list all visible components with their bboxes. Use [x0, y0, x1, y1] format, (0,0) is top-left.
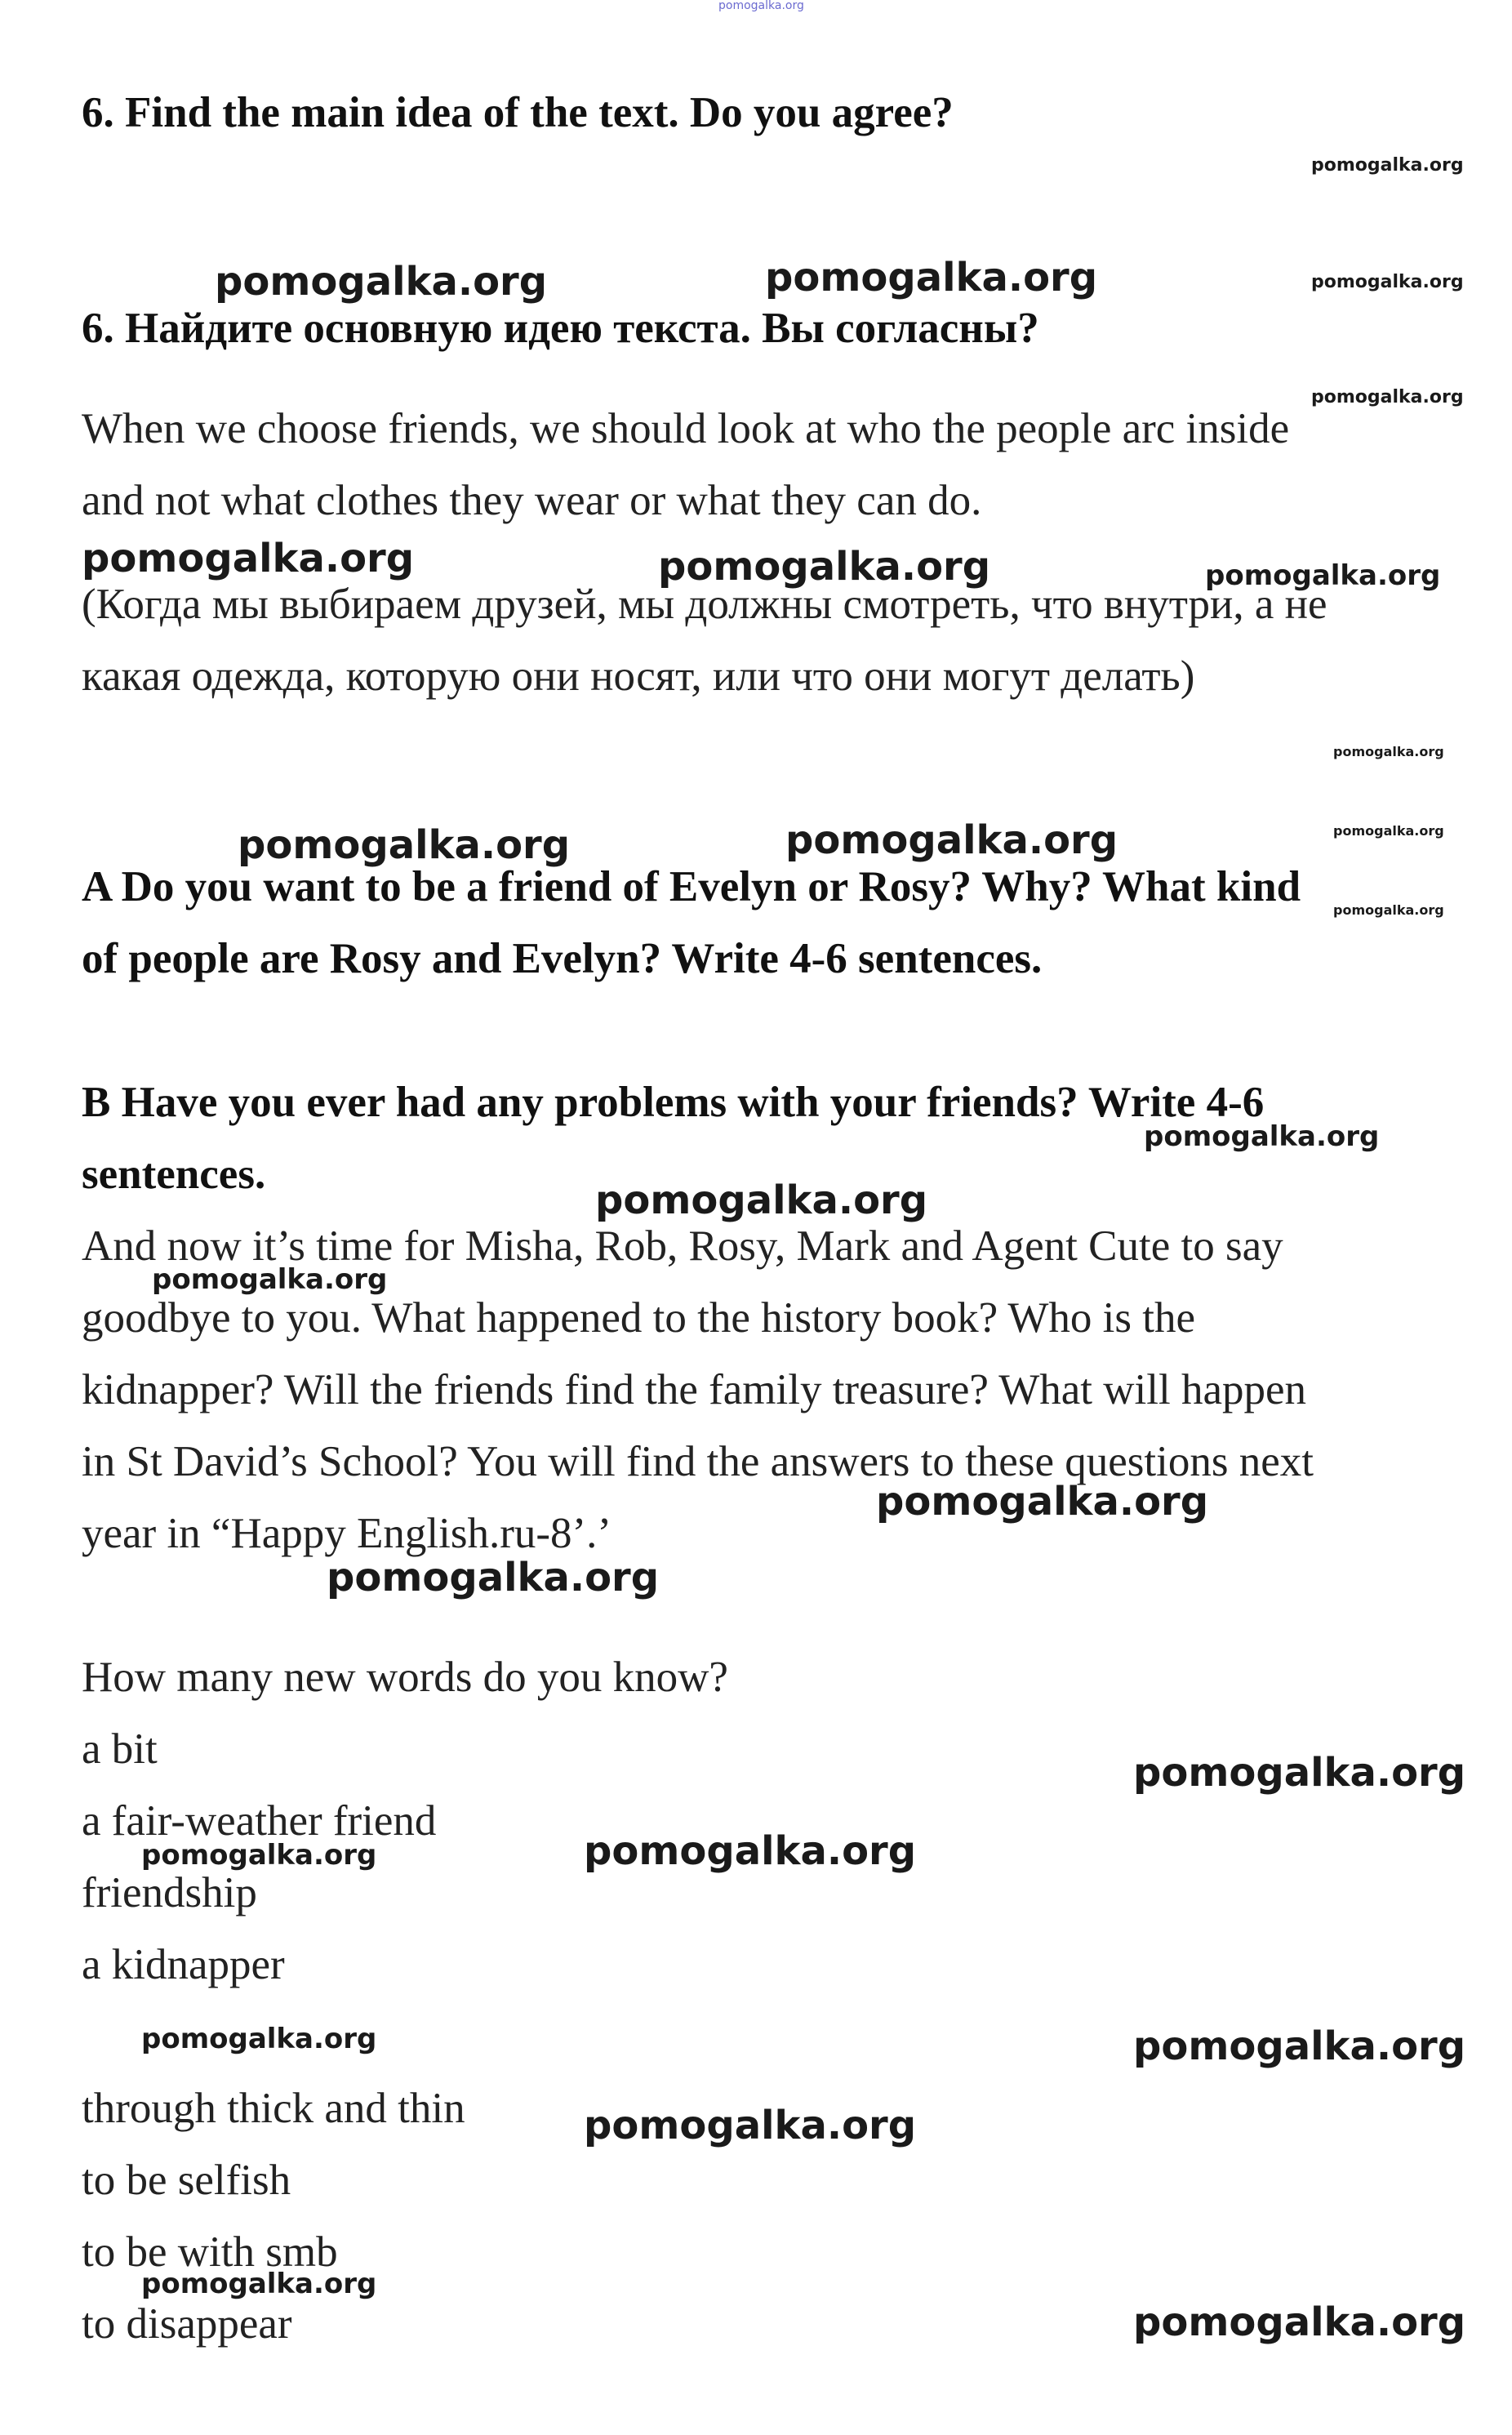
watermark: pomogalka.org — [82, 536, 415, 581]
watermark: pomogalka.org — [152, 1263, 388, 1296]
watermark: pomogalka.org — [1133, 1750, 1466, 1796]
task6-answer-ru-line1: (Когда мы выбираем друзей, мы должны смотреть, что внутри, а не — [82, 581, 1327, 628]
watermark: pomogalka.org — [1205, 559, 1441, 592]
watermark: pomogalka.org — [785, 817, 1118, 863]
watermark: pomogalka.org — [658, 544, 991, 590]
vocab-word: a bit — [82, 1725, 158, 1773]
farewell-line5: year in “Happy English.ru-8’.’ — [82, 1510, 612, 1557]
farewell-line2: goodbye to you. What happened to the history book? Who is the — [82, 1294, 1196, 1342]
watermark: pomogalka.org — [1133, 2299, 1466, 2345]
watermark: pomogalka.org — [141, 2023, 377, 2055]
task6-title-en: 6. Find the main idea of the text. Do you agree? — [82, 89, 954, 136]
taskA-line2: of people are Rosy and Evelyn? Write 4-6 sentences. — [82, 935, 1043, 982]
watermark: pomogalka.org — [327, 1555, 660, 1600]
watermark: pomogalka.org — [584, 1828, 917, 1874]
task6-title-ru: 6. Найдите основную идею текста. Вы согласны? — [82, 305, 1039, 352]
watermark: pomogalka.org — [238, 822, 571, 868]
vocab-word: to disappear — [82, 2300, 292, 2348]
farewell-line1: And now it’s time for Misha, Rob, Rosy, Mark and Agent Cute to say — [82, 1222, 1283, 1270]
taskA-line1: A Do you want to be a friend of Evelyn or Rosy? Why? What kind — [82, 863, 1301, 910]
vocab-word: to be with smb — [82, 2228, 338, 2276]
vocab-word: friendship — [82, 1869, 257, 1916]
task6-answer-en-line1: When we choose friends, we should look at who the people arc inside — [82, 405, 1290, 452]
watermark: pomogalka.org — [1333, 902, 1444, 918]
farewell-line3: kidnapper? Will the friends find the family treasure? What will happen — [82, 1366, 1307, 1413]
header-watermark: pomogalka.org — [718, 0, 804, 12]
watermark: pomogalka.org — [595, 1177, 928, 1223]
vocab-word: to be selfish — [82, 2157, 291, 2204]
vocab-word: through thick and thin — [82, 2085, 465, 2132]
taskB-line1: B Have you ever had any problems with your friends? Write 4-6 — [82, 1079, 1265, 1126]
watermark: pomogalka.org — [876, 1479, 1209, 1525]
watermark: pomogalka.org — [215, 259, 548, 305]
watermark: pomogalka.org — [1333, 823, 1444, 839]
watermark: pomogalka.org — [1333, 744, 1444, 759]
watermark: pomogalka.org — [1311, 155, 1464, 176]
watermark: pomogalka.org — [1133, 2023, 1466, 2069]
watermark: pomogalka.org — [1144, 1120, 1380, 1153]
vocab-question: How many new words do you know? — [82, 1654, 728, 1701]
watermark: pomogalka.org — [584, 2103, 917, 2148]
watermark: pomogalka.org — [141, 2268, 377, 2300]
watermark: pomogalka.org — [765, 255, 1098, 300]
taskB-line2: sentences. — [82, 1151, 266, 1198]
farewell-line4: in St David’s School? You will find the answers to these questions next — [82, 1438, 1314, 1485]
watermark: pomogalka.org — [1311, 272, 1464, 292]
task6-answer-en-line2: and not what clothes they wear or what they can do. — [82, 477, 982, 524]
task6-answer-ru-line2: какая одежда, которую они носят, или что они могут делать) — [82, 652, 1195, 700]
vocab-word: a fair-weather friend — [82, 1797, 437, 1845]
watermark: pomogalka.org — [1311, 387, 1464, 407]
watermark: pomogalka.org — [141, 1839, 377, 1872]
vocab-word: a kidnapper — [82, 1941, 285, 1988]
